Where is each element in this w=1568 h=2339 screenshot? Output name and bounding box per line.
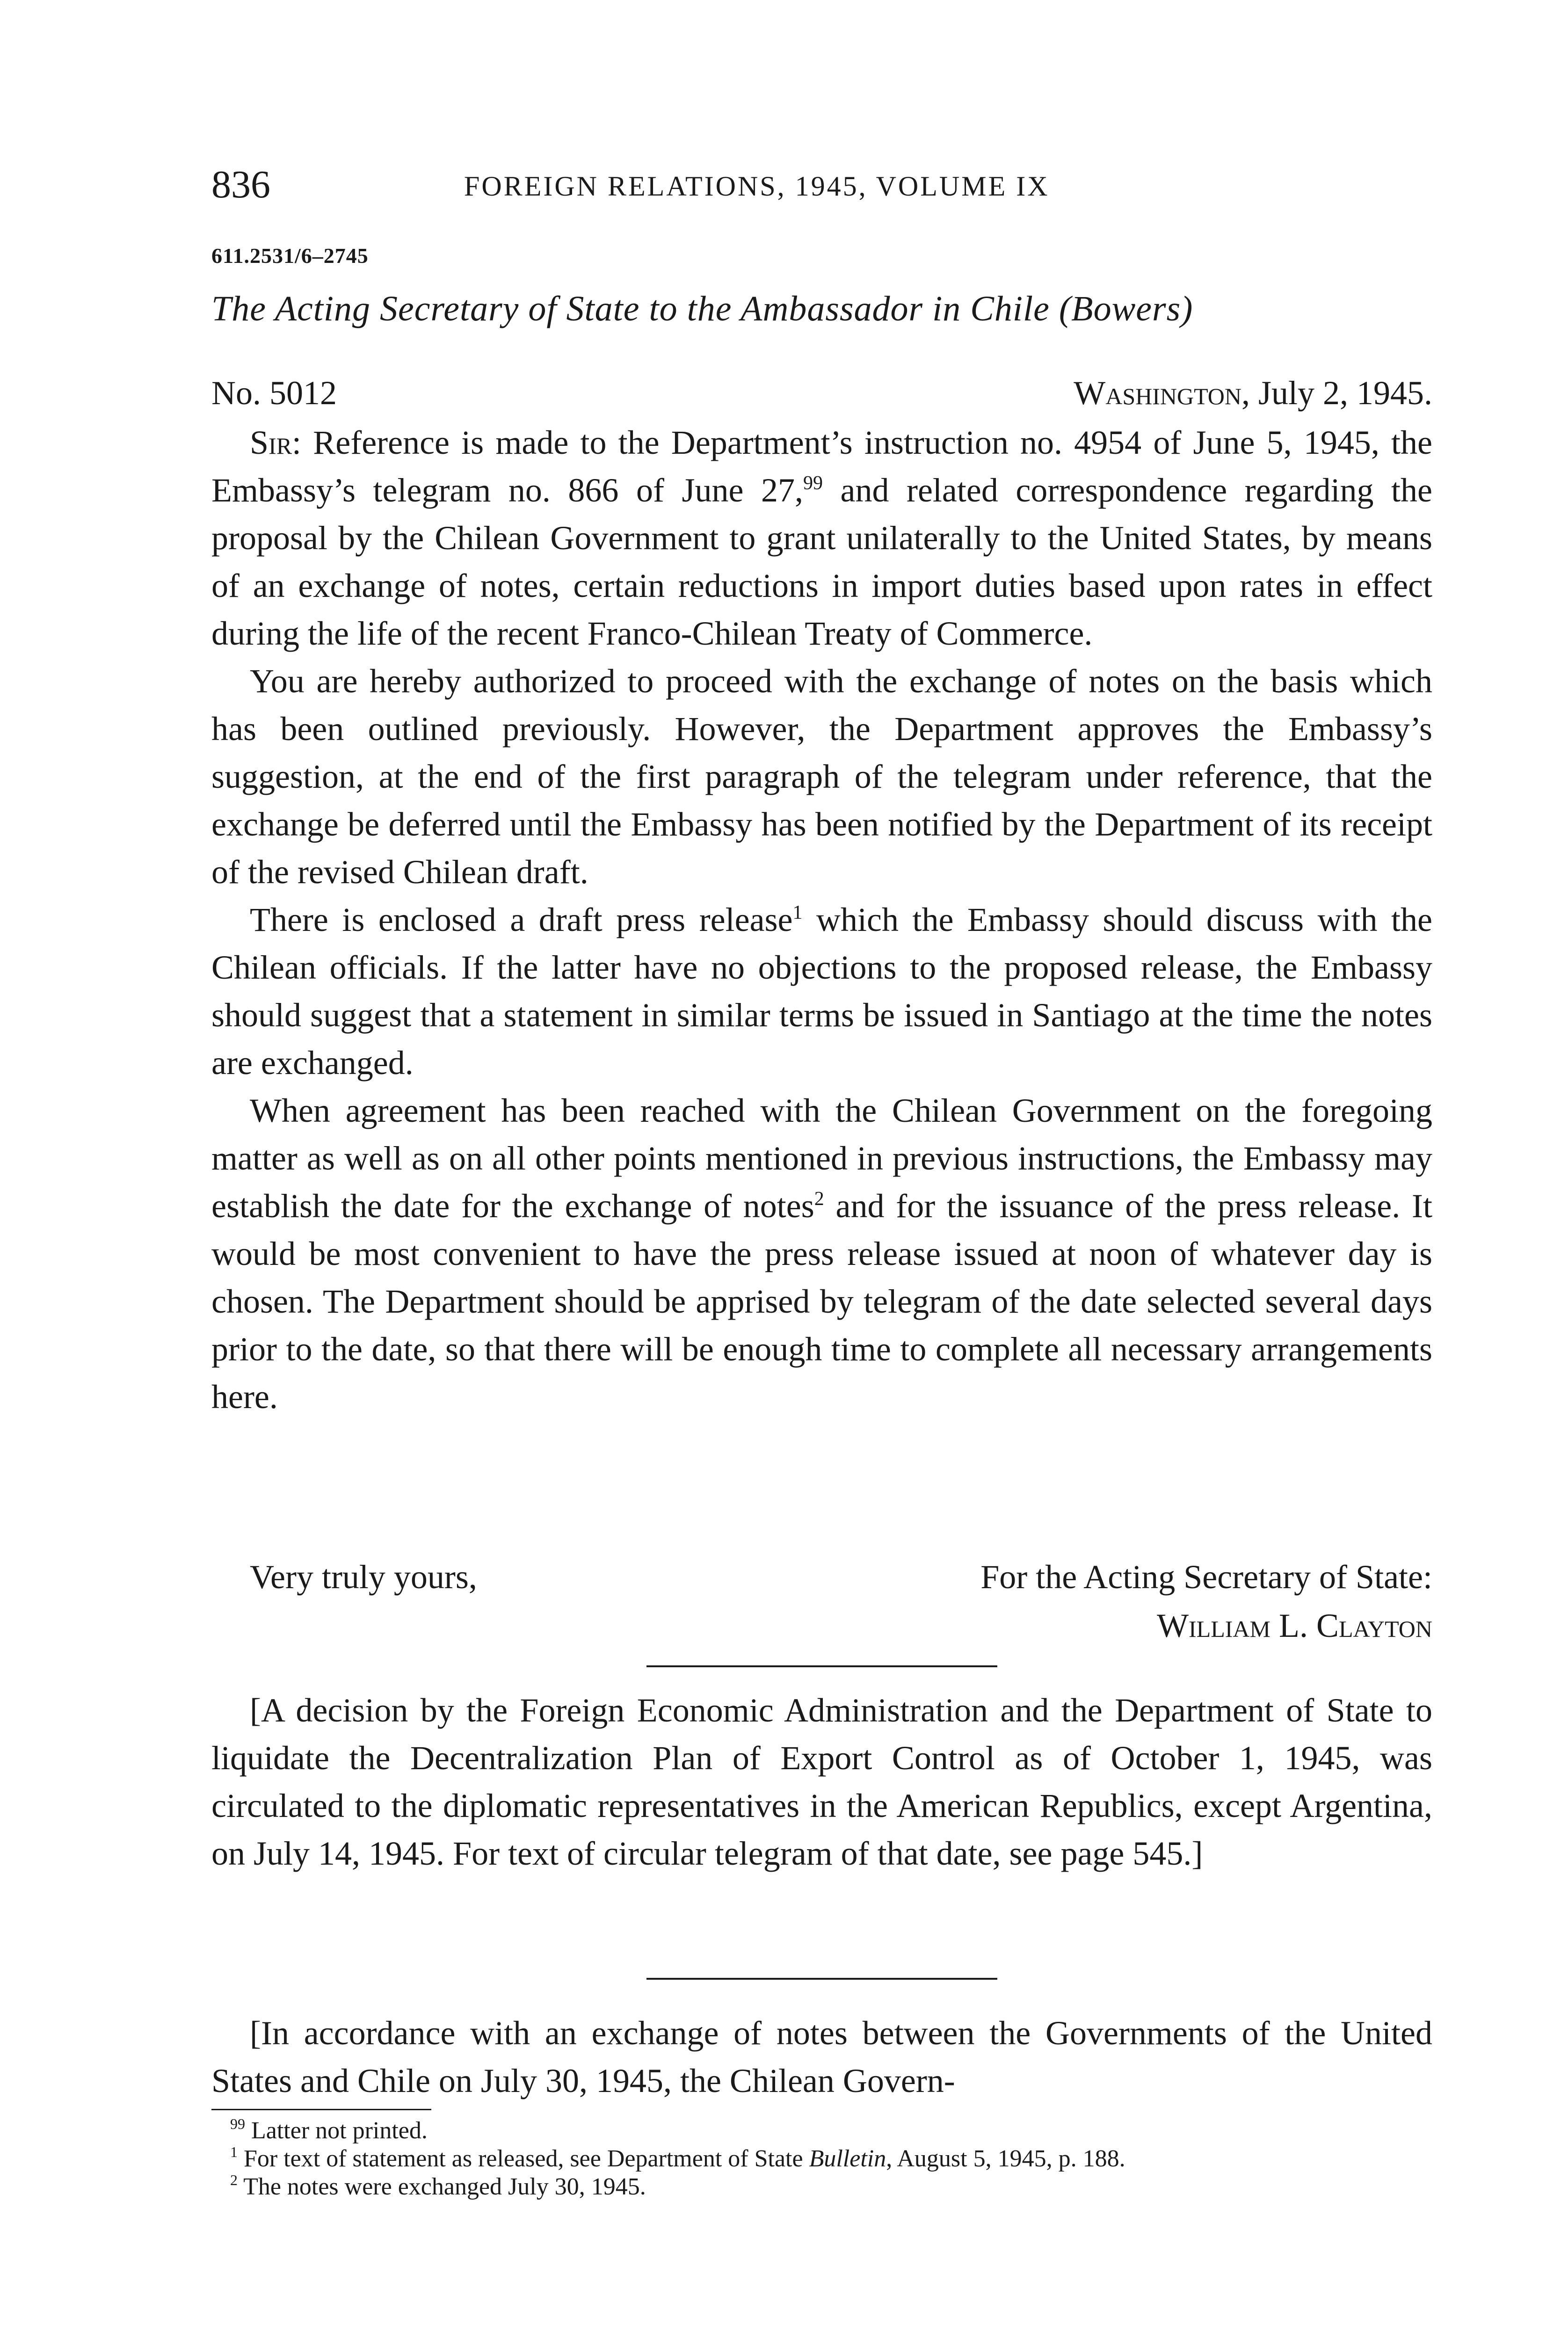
footnote: [211, 2145, 1432, 2173]
paragraph-2: You are hereby authorized to proceed with the exchange of notes on the basis which has been outlined previously. However, the Department approves the Embassy’s suggestion, at the end of the first paragraph of the telegram under reference, that the exchange be deferred until the Embassy has been notified by the Department of its receipt of the revised Chilean draft.: [211, 662, 1432, 891]
footnote-ref-1: 1: [792, 902, 803, 923]
footnote-text: The notes were exchanged July 30, 1945.: [243, 2173, 646, 2200]
footnote-ref-2: 2: [814, 1188, 824, 1210]
dateline: [211, 370, 1432, 416]
running-header: [211, 161, 1432, 208]
editorial-note-1: [211, 1686, 1432, 1877]
signer: William L. Clayton: [1157, 1607, 1432, 1644]
file-number: 611.2531/6–2745: [211, 244, 369, 268]
editorial-note-2: [211, 2009, 1432, 2105]
paragraph-1-rest: and related correspondence regarding the proposal by the Chilean Government to grant unilaterally to the United States, by means of an exchange of notes, certain reductions in import duties based upon rates in effect during the life of the recent Franco-Chilean Treaty of Commerce.: [211, 472, 1432, 652]
footnote-mark: 99: [230, 2115, 245, 2132]
footnotes: [211, 2117, 1432, 2201]
document-page: [211, 0, 1432, 2339]
place: Washington: [1074, 374, 1241, 412]
footnote-divider: [211, 2109, 431, 2110]
running-title: FOREIGN RELATIONS, 1945, VOLUME IX: [464, 171, 1050, 202]
paragraph-3-text: There is enclosed a draft press release: [250, 901, 793, 938]
footnote-text-rest: , August 5, 1945, p. 188.: [886, 2145, 1125, 2172]
footnote-text: Latter not printed.: [251, 2117, 428, 2144]
paragraph-1-text: : Reference is made to the Department’s instruction no. 4954 of June 5, 1945, the Embassy’s telegram no. 866 of June 27,: [211, 424, 1432, 509]
footnote-italic: Bulletin: [809, 2145, 886, 2172]
place-date: [1074, 370, 1432, 416]
closing: Very truly yours,: [250, 1558, 477, 1596]
editorial-note-1-text: [A decision by the Foreign Economic Administration and the Department of State to liquidate the Decentralization Plan of Export Control as of October 1, 1945, was circulated to the diplomatic representatives in the American Republics, except Argentina, on July 14, 1945. For text of circular telegram of that date, see page 545.]: [211, 1692, 1432, 1872]
paragraph-3-rest: which the Embassy should discuss with the Chilean officials. If the latter have no objections to the proposed release, the Embassy should suggest that a statement in similar terms be issued in Santiago at the time the notes are exchanged.: [211, 901, 1433, 1082]
footnote-text: For text of statement as released, see Department of State: [244, 2145, 809, 2172]
instruction-number: No. 5012: [211, 374, 337, 412]
paragraph-4-rest: and for the issuance of the press release. It would be most convenient to have the press release issued at noon of whatever day is chosen. The Department should be apprised by telegram of the date selected several days prior to the date, so that there will be enough time to complete all necessary arrangements here.: [211, 1187, 1432, 1416]
footnote-mark: 2: [230, 2172, 238, 2188]
footnote-mark: 1: [230, 2143, 238, 2160]
date: , July 2, 1945.: [1241, 374, 1432, 412]
page-number: 836: [211, 163, 270, 206]
paragraph-1: [211, 419, 1432, 657]
section-divider: [646, 1978, 997, 1980]
footnote: [211, 2117, 1432, 2145]
document-title: The Acting Secretary of State to the Ambassador in Chile (Bowers): [211, 289, 1193, 328]
footnote-ref-99: 99: [803, 472, 823, 494]
closing-line: [250, 1553, 1432, 1605]
paragraph-3: [211, 896, 1432, 1087]
editorial-note-2-text: [In accordance with an exchange of notes between the Governments of the United States and Chile on July 30, 1945, the Chilean Govern-: [211, 2014, 1432, 2099]
salutation: Sir: [250, 424, 292, 461]
paragraph-4: [211, 1087, 1432, 1421]
paragraph-4-text: When agreement has been reached with the Chilean Government on the foregoing matter as well as on all other points mentioned in previous instructions, the Embassy may establish the date for the exchange of notes: [211, 1092, 1432, 1225]
section-divider: [646, 1665, 997, 1667]
footnote: [211, 2173, 1432, 2201]
letter-body: [211, 419, 1432, 1421]
closing-for: For the Acting Secretary of State:: [980, 1558, 1432, 1596]
